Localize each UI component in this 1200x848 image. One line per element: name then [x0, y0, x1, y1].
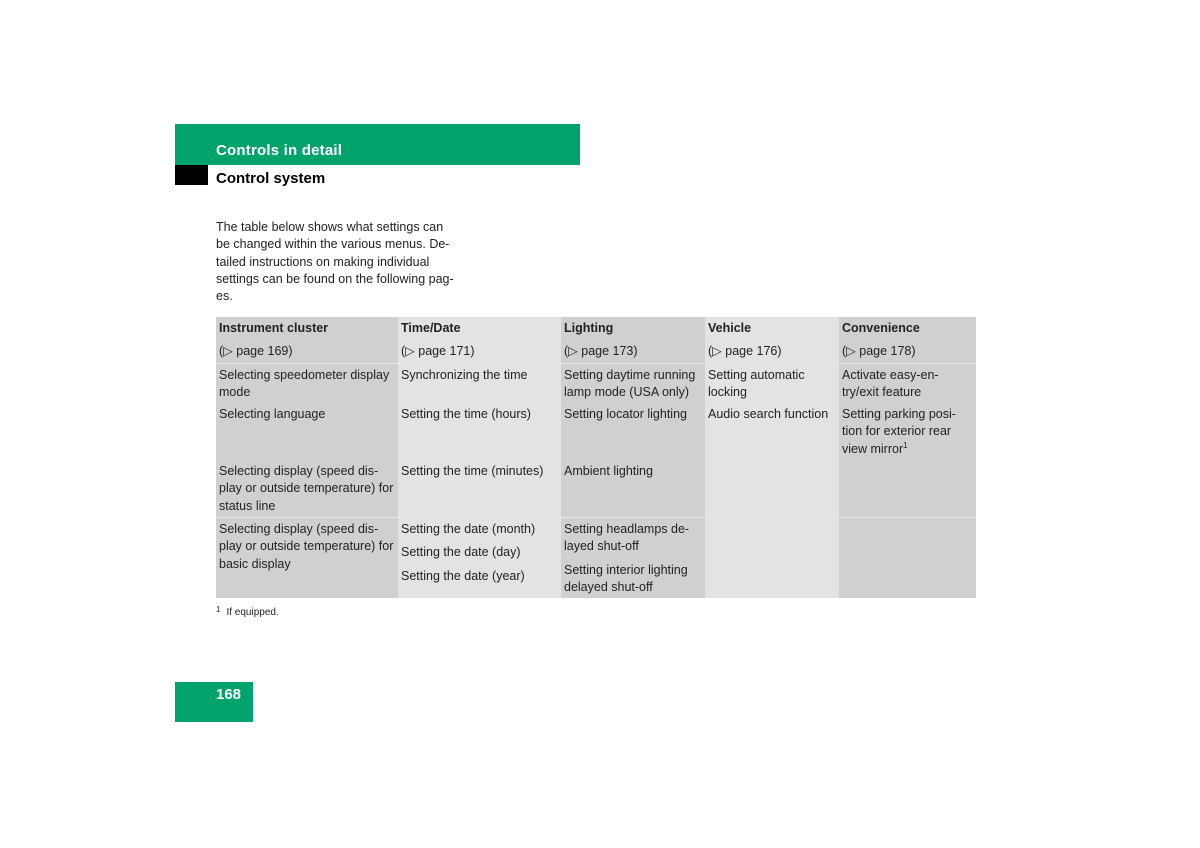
- table-cell: [216, 460, 398, 517]
- setting-text: Setting parking posi-tion for exterior rear view mirror: [842, 407, 956, 456]
- setting-item: Selecting display (speed dis-play or outside temperature) for status line: [219, 464, 394, 513]
- table-cell: [216, 517, 398, 598]
- settings-table: [216, 317, 976, 598]
- setting-item: Activate easy-en-try/exit feature: [842, 367, 939, 399]
- table-cell: [398, 363, 561, 403]
- column-header-lighting: [561, 317, 705, 363]
- intro-paragraph: [216, 219, 466, 305]
- setting-item: Selecting display (speed dis-play or outside temperature) for basic display: [219, 521, 394, 571]
- page-number: 168: [216, 686, 242, 703]
- column-name: Lighting: [564, 321, 614, 335]
- page-reference: (▷ page 173): [564, 344, 638, 359]
- column-name: Vehicle: [708, 321, 752, 335]
- column-header-convenience: [839, 317, 976, 363]
- footnote-text: If equipped.: [226, 607, 279, 618]
- table-cell: [839, 363, 976, 403]
- setting-item: Setting daytime running lamp mode (USA only): [564, 367, 696, 399]
- table-header-row: [216, 317, 976, 363]
- setting-item: Audio search function: [708, 407, 829, 422]
- column-name: Time/Date: [401, 321, 461, 335]
- intro-line: es.: [216, 289, 233, 304]
- table-cell: [216, 403, 398, 460]
- section-title: Controls in detail: [216, 142, 343, 159]
- table-cell: [705, 460, 839, 517]
- page-reference: (▷ page 169): [219, 344, 293, 359]
- setting-item: [842, 406, 973, 458]
- intro-line: be changed within the various menus. De-: [216, 237, 450, 252]
- setting-item: Setting the date (year): [401, 568, 525, 583]
- intro-line: settings can be found on the following pag-: [216, 271, 454, 286]
- table-cell: [839, 403, 976, 460]
- column-header-instrument-cluster: [216, 317, 398, 363]
- table-row: [216, 363, 976, 403]
- page-reference: (▷ page 178): [842, 344, 916, 359]
- setting-item: Setting headlamps de-layed shut-off: [564, 521, 690, 554]
- setting-item: Setting the date (day): [401, 545, 521, 560]
- setting-item: Setting locator lighting: [564, 407, 687, 422]
- table-cell: [216, 363, 398, 403]
- table-cell: [561, 460, 705, 517]
- setting-item: Setting the time (minutes): [401, 464, 544, 479]
- page-reference: (▷ page 176): [708, 344, 782, 359]
- table-cell: [705, 403, 839, 460]
- table-cell: [398, 517, 561, 598]
- setting-item: Setting the date (month): [401, 521, 536, 536]
- footnote-marker: 1: [903, 440, 908, 450]
- column-header-time-date: [398, 317, 561, 363]
- table-row: [216, 517, 976, 598]
- setting-item: Selecting language: [219, 407, 326, 422]
- table-cell: [561, 363, 705, 403]
- page-number-band: [175, 682, 253, 722]
- column-name: Instrument cluster: [219, 321, 329, 335]
- page-reference: (▷ page 171): [401, 344, 475, 359]
- column-header-vehicle: [705, 317, 839, 363]
- table-row: [216, 403, 976, 460]
- subsection-title: Control system: [216, 170, 326, 187]
- setting-item: Setting automatic locking: [708, 367, 805, 399]
- intro-line: The table below shows what settings can: [216, 220, 444, 234]
- footnote: [216, 607, 279, 618]
- setting-item: Setting the time (hours): [401, 407, 531, 422]
- setting-item: Ambient lighting: [564, 464, 653, 479]
- table-cell: [839, 517, 976, 598]
- table-cell: [561, 403, 705, 460]
- setting-item: Synchronizing the time: [401, 367, 528, 382]
- table-cell: [398, 403, 561, 460]
- table-cell: [561, 517, 705, 598]
- table-cell: [705, 363, 839, 403]
- table-cell: [705, 517, 839, 598]
- intro-line: tailed instructions on making individual: [216, 254, 430, 269]
- table-row: [216, 460, 976, 517]
- setting-item: Selecting speedometer display mode: [219, 367, 390, 399]
- table-cell: [839, 460, 976, 517]
- footnote-marker: 1: [216, 605, 221, 614]
- table-cell: [398, 460, 561, 517]
- section-marker: [175, 165, 208, 185]
- setting-item: Setting interior lighting delayed shut-off: [564, 562, 688, 594]
- column-name: Convenience: [842, 321, 920, 335]
